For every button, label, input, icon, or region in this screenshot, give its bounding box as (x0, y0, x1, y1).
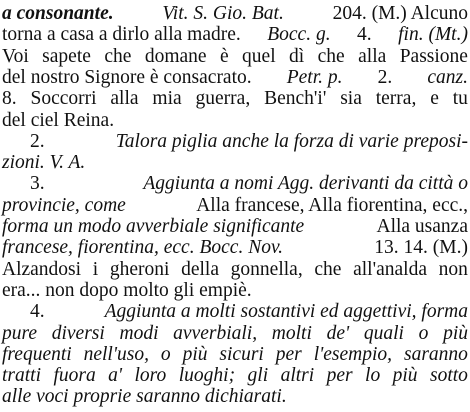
text-segment: fuora (53, 365, 96, 387)
text-segment: frequenti (2, 343, 72, 365)
text-segment: pure (2, 322, 38, 344)
text-segment: l'esempio, (313, 343, 393, 365)
text-segment: e (430, 88, 439, 110)
text-segment: sotto (430, 365, 468, 387)
text-segment: 13. 14. (M.) (374, 237, 468, 259)
text-segment: mia (152, 88, 182, 110)
text-segment: sicuri (219, 343, 264, 365)
text-segment: più (182, 343, 208, 365)
text-segment: altri (280, 365, 315, 387)
text-segment: che (317, 45, 345, 67)
text-segment: Alzandosi (2, 258, 82, 280)
text-segment: terra, (375, 88, 417, 110)
text-segment: provincie, come (2, 194, 126, 216)
text-segment: gonnella, (230, 258, 303, 280)
text-segment: Aggiunta a molti sostantivi ed aggettivi, forma (104, 301, 468, 323)
text-segment: quali (363, 322, 404, 344)
text-segment: i (92, 258, 99, 280)
text-segment: torna a casa a dirlo alla madre. (2, 24, 241, 46)
text-segment: gli (247, 365, 269, 387)
text-segment: 2. (377, 66, 393, 88)
text-segment: canz. (427, 66, 468, 88)
text-segment: Vit. S. Gio. Bat. (162, 3, 284, 24)
text-segment: Aggiunta a nomi Agg. derivanti da città o (143, 173, 468, 195)
text-segment: Voi (2, 45, 29, 67)
text-segment: 4. (30, 301, 45, 323)
text-segment: alla (358, 45, 387, 67)
text-segment: più (443, 322, 468, 344)
text-segment: Alla francese, Alla fiorentina, ecc., (196, 194, 468, 216)
text-segment: 3. (30, 173, 45, 195)
text-segment: zioni. V. A. (2, 152, 86, 174)
text-segment: del ciel Reina. (2, 109, 115, 131)
text-segment: Alla usanza (376, 216, 468, 237)
text-segment: sapete (42, 45, 91, 67)
text-segment: era... non dopo molto gli empiè. (2, 279, 252, 301)
text-segment: Passione (399, 45, 468, 67)
text-segment: o (418, 322, 429, 344)
text-line (2, 387, 468, 412)
text-segment: alla (110, 88, 139, 110)
text-segment: è (219, 45, 229, 67)
text-segment: 204. (M.) Alcuno (332, 3, 468, 24)
text-segment: per (275, 343, 302, 365)
text-segment: 4. (357, 24, 372, 46)
text-segment: per (326, 365, 353, 387)
text-segment: luoghi; (178, 365, 236, 387)
text-segment: alle voci proprie saranno dichiarati. (2, 386, 287, 408)
text-segment: Soccorri (30, 88, 97, 110)
text-segment: avverbiali, (173, 322, 258, 344)
text-segment: domane (144, 45, 207, 67)
text-segment: tratti (2, 365, 42, 387)
text-segment: saranno (403, 343, 468, 365)
text-segment: dì (289, 45, 305, 67)
text-segment: sia (340, 88, 362, 110)
text-segment: che (104, 45, 132, 67)
text-segment: più (392, 365, 418, 387)
text-segment: molti (271, 322, 312, 344)
text-segment: Bench'i' (264, 88, 327, 110)
text-segment: forma un modo avverbiale significante (2, 216, 305, 237)
text-segment: Bocc. g. (267, 24, 331, 46)
text-segment: non (438, 258, 468, 280)
text-segment: quel (242, 45, 276, 67)
text-segment: 2. (30, 130, 45, 152)
text-segment: del nostro Signore è consacrato. (2, 66, 252, 88)
text-segment: diversi (51, 322, 105, 344)
text-segment: Petr. p. (286, 66, 343, 88)
text-segment: tu (452, 88, 468, 110)
text-segment: 8. (2, 88, 17, 110)
text-segment: guerra, (195, 88, 251, 110)
text-segment: Talora piglia anche la forza di varie preposi- (115, 130, 468, 152)
text-segment: a' (108, 365, 123, 387)
text-segment: lo (365, 365, 381, 387)
text-segment: nell'uso, (83, 343, 149, 365)
text-segment: modi (119, 322, 159, 344)
text-segment: all'analda (353, 258, 427, 280)
text-segment: che (314, 258, 342, 280)
text-segment: a consonante. (2, 3, 114, 24)
text-segment: de' (326, 322, 350, 344)
text-segment: o (160, 343, 171, 365)
text-segment: della (181, 258, 219, 280)
text-segment: loro (134, 365, 167, 387)
text-segment: francese, fiorentina, ecc. Bocc. Nov. (2, 237, 284, 259)
text-segment: fin. (Mt.) (398, 24, 468, 46)
text-segment: gheroni (109, 258, 170, 280)
